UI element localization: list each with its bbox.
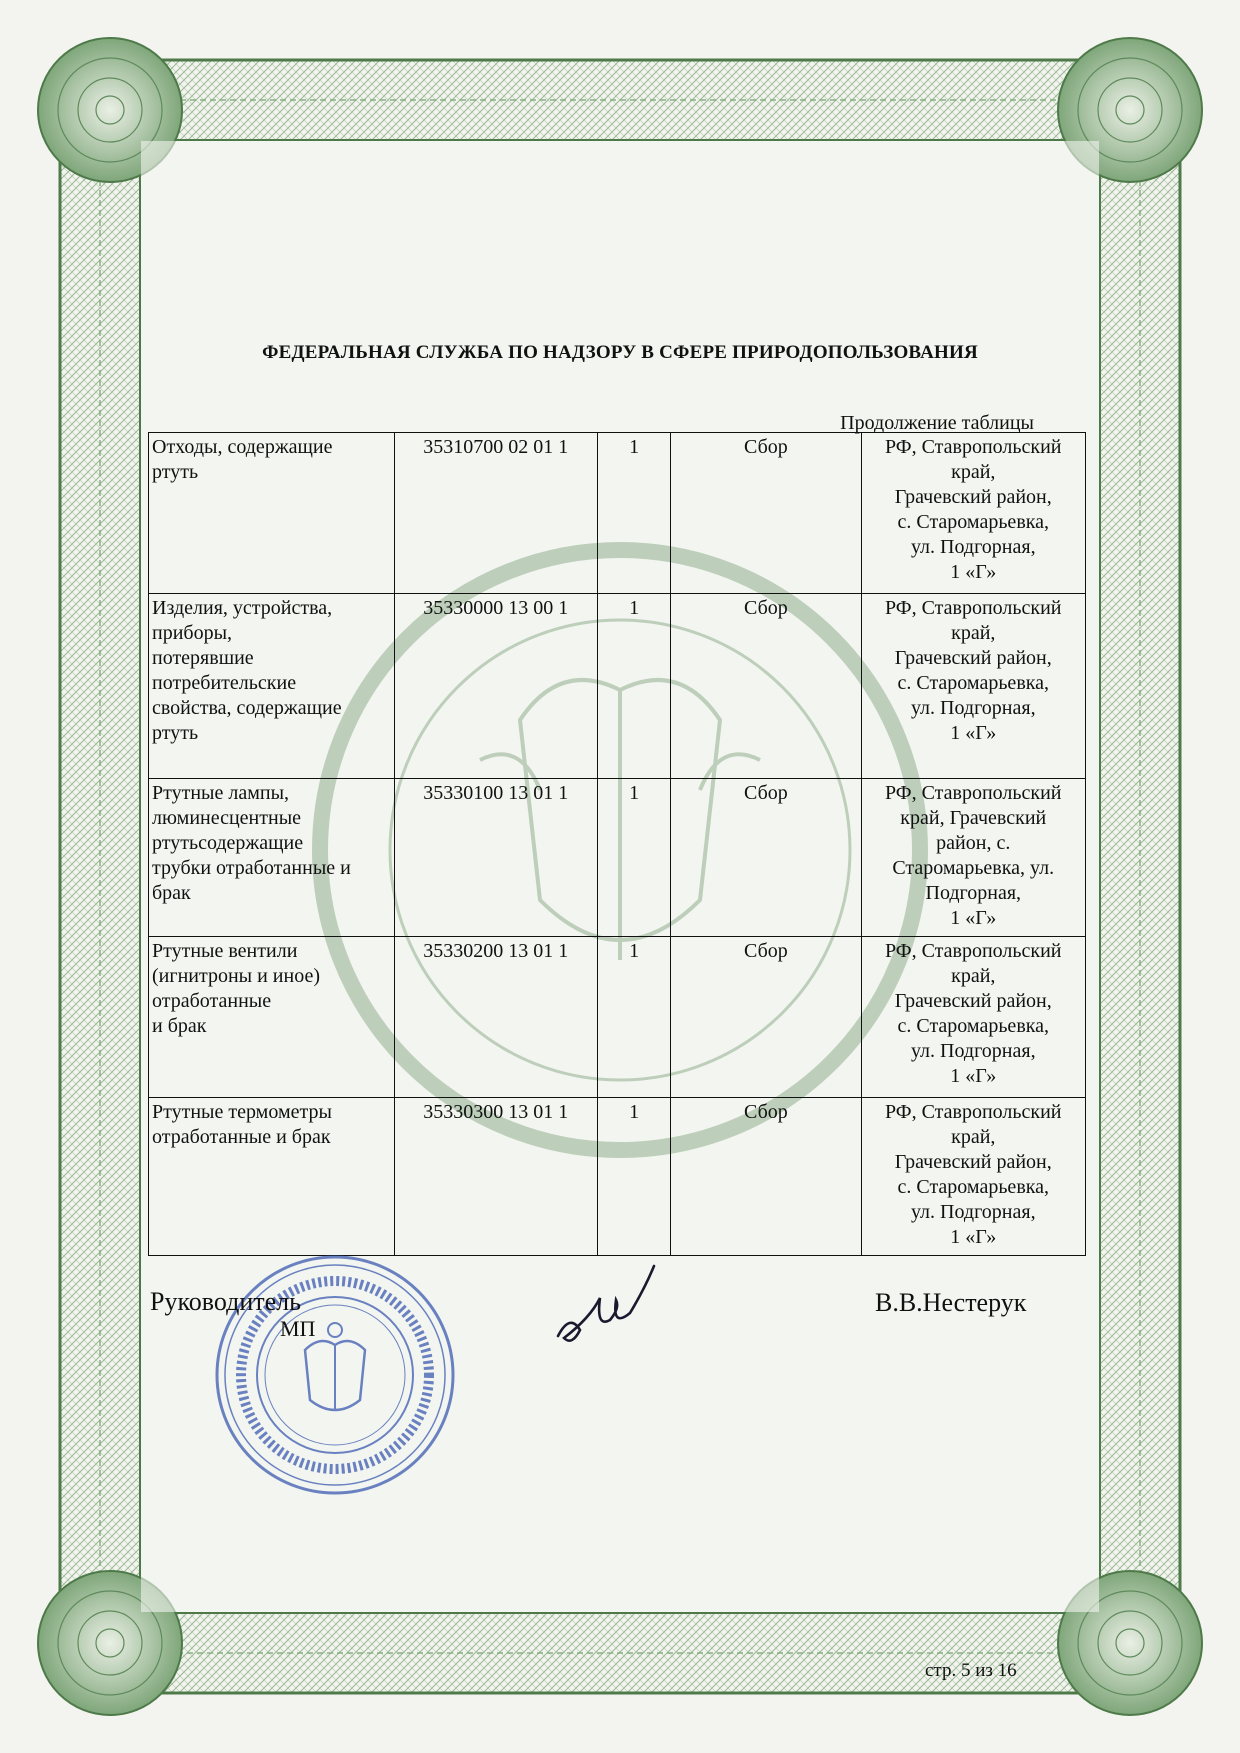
waste-code-cell: 35330300 13 01 1: [394, 1098, 597, 1256]
waste-name-cell: [149, 779, 395, 937]
location-line: РФ, Ставропольский: [885, 782, 1062, 804]
location-line: 1 «Г»: [950, 561, 997, 583]
name-line: брак: [152, 882, 191, 904]
location-line: край,: [951, 622, 996, 644]
name-line: отработанные: [152, 990, 272, 1012]
location-cell: [861, 779, 1085, 937]
location-line: ул. Подгорная,: [910, 697, 1036, 719]
name-line: Отходы, содержащие: [152, 436, 333, 458]
name-line: ртуть: [152, 722, 199, 744]
hazard-class-cell: 1: [597, 937, 670, 1098]
waste-code-cell: 35330000 13 00 1: [394, 594, 597, 779]
name-line: и брак: [152, 1015, 207, 1037]
location-line: Старомарьевка, ул.: [892, 857, 1055, 879]
location-line: РФ, Ставропольский: [885, 1101, 1062, 1123]
name-line: ртутьсодержащие: [152, 832, 304, 854]
location-cell: [861, 594, 1085, 779]
location-line: край,: [951, 965, 996, 987]
location-line: ул. Подгорная,: [910, 1040, 1036, 1062]
name-line: трубки отработанные и: [152, 857, 351, 879]
waste-name-cell: [149, 594, 395, 779]
location-line: 1 «Г»: [950, 1226, 997, 1248]
location-line: РФ, Ставропольский: [885, 940, 1062, 962]
name-line: (игнитроны и иное): [152, 965, 320, 987]
location-line: край,: [951, 461, 996, 483]
table-row: [149, 433, 1086, 594]
location-line: край, Грачевский: [900, 807, 1047, 829]
location-line: 1 «Г»: [950, 1065, 997, 1087]
activity-cell: Сбор: [671, 594, 861, 779]
location-line: РФ, Ставропольский: [885, 436, 1062, 458]
seal-mark: МП: [280, 1316, 316, 1341]
activity-cell: Сбор: [671, 433, 861, 594]
location-cell: [861, 433, 1085, 594]
waste-name-cell: [149, 1098, 395, 1256]
location-cell: [861, 1098, 1085, 1256]
signatory-title: Руководитель: [150, 1287, 301, 1316]
document-header: ФЕДЕРАЛЬНАЯ СЛУЖБА ПО НАДЗОРУ В СФЕРЕ ПРИРОДОПОЛЬЗОВАНИЯ: [262, 342, 978, 363]
hazard-class-cell: 1: [597, 594, 670, 779]
location-line: с. Старомарьевка,: [897, 672, 1050, 694]
hazard-class-cell: 1: [597, 433, 670, 594]
location-line: 1 «Г»: [950, 722, 997, 744]
location-line: 1 «Г»: [950, 907, 997, 929]
name-line: Ртутные лампы,: [152, 782, 290, 804]
location-line: край,: [951, 1126, 996, 1148]
page-number: стр. 5 из 16: [925, 1660, 1017, 1681]
table-row: [149, 1098, 1086, 1256]
name-line: отработанные и брак: [152, 1126, 331, 1148]
location-line: с. Старомарьевка,: [897, 1176, 1050, 1198]
hazard-class-cell: 1: [597, 1098, 670, 1256]
waste-code-cell: 35310700 02 01 1: [394, 433, 597, 594]
location-line: с. Старомарьевка,: [897, 511, 1050, 533]
location-line: ул. Подгорная,: [910, 1201, 1036, 1223]
name-line: ртуть: [152, 461, 199, 483]
name-line: приборы,: [152, 622, 233, 644]
location-line: Грачевский район,: [894, 486, 1052, 508]
location-line: район, с.: [936, 832, 1011, 854]
location-line: РФ, Ставропольский: [885, 597, 1062, 619]
table-row: [149, 937, 1086, 1098]
activity-cell: Сбор: [671, 779, 861, 937]
waste-name-cell: [149, 937, 395, 1098]
location-line: Грачевский район,: [894, 990, 1052, 1012]
name-line: потерявшие: [152, 647, 254, 669]
location-cell: [861, 937, 1085, 1098]
waste-code-cell: 35330200 13 01 1: [394, 937, 597, 1098]
table-row: [149, 594, 1086, 779]
signatory-name: В.В.Нестерук: [875, 1288, 1027, 1317]
name-line: потребительские: [152, 672, 297, 694]
name-line: люминесцентные: [152, 807, 302, 829]
location-line: Подгорная,: [925, 882, 1022, 904]
name-line: Ртутные вентили: [152, 940, 298, 962]
waste-code-cell: 35330100 13 01 1: [394, 779, 597, 937]
activity-cell: Сбор: [671, 1098, 861, 1256]
waste-name-cell: [149, 433, 395, 594]
table-continuation-label: Продолжение таблицы: [840, 412, 1034, 434]
location-line: Грачевский район,: [894, 647, 1052, 669]
handwritten-signature-icon: [550, 1258, 660, 1358]
location-line: с. Старомарьевка,: [897, 1015, 1050, 1037]
location-line: ул. Подгорная,: [910, 536, 1036, 558]
location-line: Грачевский район,: [894, 1151, 1052, 1173]
waste-table: [148, 432, 1086, 1256]
name-line: Ртутные термометры: [152, 1101, 332, 1123]
activity-cell: Сбор: [671, 937, 861, 1098]
hazard-class-cell: 1: [597, 779, 670, 937]
name-line: Изделия, устройства,: [152, 597, 333, 619]
name-line: свойства, содержащие: [152, 697, 342, 719]
table-row: [149, 779, 1086, 937]
